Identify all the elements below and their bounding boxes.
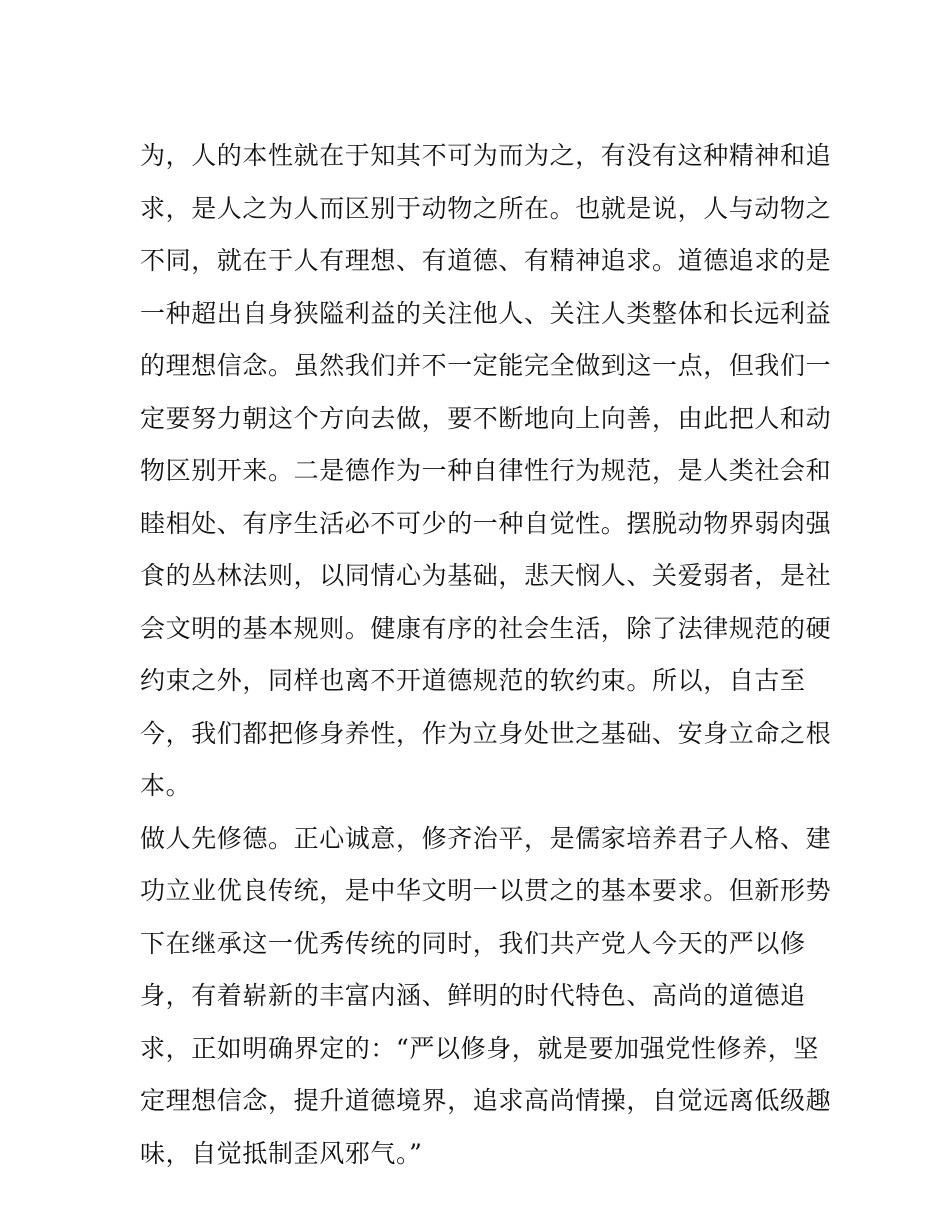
text-line: 功立业优良传统，是中华文明一以贯之的基本要求。但新形势 xyxy=(140,876,832,905)
text-line: 味，自觉抵制歪风邪气。” xyxy=(140,1138,423,1168)
text-line: 做人先修德。正心诚意，修齐治平，是儒家培养君子人格、建 xyxy=(140,823,832,853)
body-text xyxy=(140,130,832,1180)
text-line: 为，人的本性就在于知其不可为而为之，有没有这种精神和追 xyxy=(140,141,832,170)
text-line: 睦相处、有序生活必不可少的一种自觉性。摆脱动物界弱肉强 xyxy=(140,508,832,538)
text-line: 约束之外，同样也离不开道德规范的软约束。所以，自古至 xyxy=(140,666,806,695)
text-line: 一种超出自身狭隘利益的关注他人、关注人类整体和长远利益 xyxy=(140,298,832,328)
text-line: 会文明的基本规则。健康有序的社会生活，除了法律规范的硬 xyxy=(140,613,832,643)
text-line: 求，是人之为人而区别于动物之所在。也就是说，人与动物之 xyxy=(140,193,832,223)
text-line: 求，正如明确界定的：“严以修身，就是要加强党性修养，坚 xyxy=(140,1033,819,1063)
text-line: 物区别开来。二是德作为一种自律性行为规范，是人类社会和 xyxy=(140,456,832,485)
text-line: 今，我们都把修身养性，作为立身处世之基础、安身立命之根 xyxy=(140,718,832,748)
text-line: 不同，就在于人有理想、有道德、有精神追求。道德追求的是 xyxy=(140,246,832,275)
text-line: 的理想信念。虽然我们并不一定能完全做到这一点，但我们一 xyxy=(140,351,832,380)
paragraph-2 xyxy=(140,813,832,1181)
text-line: 本。 xyxy=(140,771,192,800)
text-line: 身，有着崭新的丰富内涵、鲜明的时代特色、高尚的道德追 xyxy=(140,981,806,1010)
paragraph-1 xyxy=(140,130,832,813)
text-line: 定理想信念，提升道德境界，追求高尚情操，自觉远离低级趣 xyxy=(140,1086,832,1115)
text-line: 食的丛林法则，以同情心为基础，悲天悯人、关爱弱者，是社 xyxy=(140,561,832,590)
text-line: 定要努力朝这个方向去做，要不断地向上向善，由此把人和动 xyxy=(140,403,832,433)
text-line: 下在继承这一优秀传统的同时，我们共产党人今天的严以修 xyxy=(140,928,806,958)
